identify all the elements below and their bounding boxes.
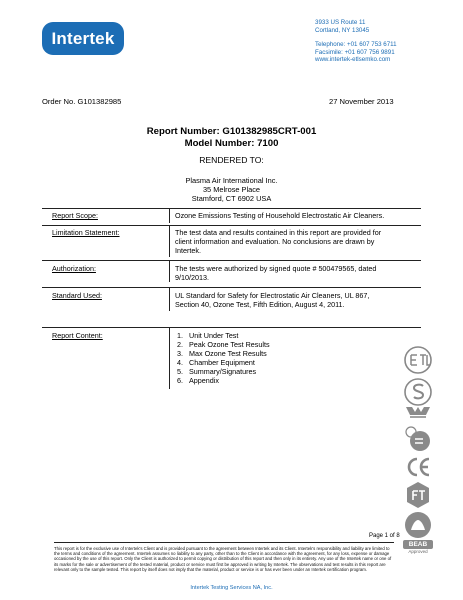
- footer-disclaimer: This report is for the exclusive use of Intertek's Client and is provided pursuant to the agreement between Intertek and its Client. Intertek's responsibility and liability are limited to the terms and conditions of the agreement. Intertek assumes no liability to any party, other than to the Client in accordance with the agreement, for any loss, expense or damage occasioned by the use of this report. Only the Client is authorized to permit copying or distribution of this report and then only in its entirety. Any use of the Intertek name or one of its marks for the sale or advertisement of the tested material, product or service must first be approved in writing by Intertek. The observations and test results in this report are relevant only to the sample tested. This report by itself does not imply that the material, product or service is or has ever been under an Intertek certification program.: [54, 546, 392, 572]
- footer-company: Intertek Testing Services NA, Inc.: [190, 585, 273, 591]
- ftl-mark-icon: [403, 480, 433, 510]
- footer-divider: [54, 542, 394, 543]
- etl-mark-icon: [403, 345, 433, 375]
- report-date: 27 November 2013: [329, 97, 394, 106]
- list-item: 3. Max Ozone Test Results: [177, 349, 267, 358]
- list-item: 2. Peak Ozone Test Results: [177, 340, 270, 349]
- client-address: [0, 176, 463, 204]
- facsimile: Facsimile: +01 607 756 9891: [315, 48, 395, 56]
- c-etl-mark-icon: [403, 424, 433, 454]
- address-line1: 3933 US Route 11: [315, 19, 366, 26]
- website-link[interactable]: www.intertek-etlsemko.com: [315, 56, 391, 64]
- ce-mark-icon: [403, 452, 433, 482]
- beab-approved-mark-icon: [403, 540, 433, 560]
- column-divider: [169, 287, 170, 311]
- list-item: 6. Appendix: [177, 376, 219, 385]
- page-number: Page 1 of 8: [369, 533, 400, 539]
- report-title-block: [0, 126, 463, 149]
- order-number: Order No. G101382985: [42, 97, 122, 106]
- divider: [42, 260, 421, 261]
- scope-label: Report Scope:: [52, 211, 98, 220]
- list-item: 4. Chamber Equipment: [177, 358, 255, 367]
- list-item: 5. Summary/Signatures: [177, 367, 257, 376]
- list-item: 1. Unit Under Test: [177, 331, 239, 340]
- column-divider: [169, 208, 170, 223]
- standard-value: UL Standard for Safety for Electrostatic Air Cleaners, UL 867, Section 40, Ozone Test, Fifth Edition, August 4, 2011.: [175, 291, 370, 309]
- report-number: Report Number: G101382985CRT-001: [146, 126, 317, 137]
- divider: [42, 208, 421, 209]
- client-street: 35 Melrose Place: [202, 185, 261, 195]
- telephone: Telephone: +01 607 753 6711: [315, 41, 397, 49]
- address-line2: Cortland, NY 13045: [315, 26, 370, 34]
- limitation-value: The test data and results contained in this report are provided for client information and evaluation. No conclusions are drawn by Intertek.: [175, 228, 382, 255]
- gs-mark-icon: [403, 397, 433, 427]
- beab-text: BEAB: [403, 540, 433, 549]
- divider: [42, 287, 421, 288]
- client-company: Plasma Air International Inc.: [185, 176, 278, 185]
- report-content-list: [168, 331, 388, 385]
- authorization-value: The tests were authorized by signed quote # 500479565, dated 9/10/2013.: [175, 264, 377, 282]
- divider: [42, 225, 421, 226]
- content-label: Report Content:: [52, 331, 103, 340]
- standard-label: Standard Used:: [52, 291, 102, 300]
- address-block: [315, 19, 397, 64]
- scope-value: Ozone Emissions Testing of Household Electrostatic Air Cleaners.: [175, 211, 385, 220]
- beab-approved-text: Approved: [408, 549, 428, 554]
- logo-text: Intertek: [51, 29, 115, 48]
- limitation-label: Limitation Statement:: [52, 228, 120, 237]
- bear-mark-icon: [403, 510, 433, 540]
- column-divider: [169, 260, 170, 282]
- column-divider: [169, 225, 170, 257]
- authorization-label: Authorization:: [52, 264, 96, 273]
- client-city: Stamford, CT 6902 USA: [191, 194, 272, 204]
- model-number: Model Number: 7100: [184, 137, 279, 149]
- intertek-logo: [42, 22, 124, 55]
- rendered-to-heading: RENDERED TO:: [199, 155, 264, 165]
- divider: [42, 327, 421, 328]
